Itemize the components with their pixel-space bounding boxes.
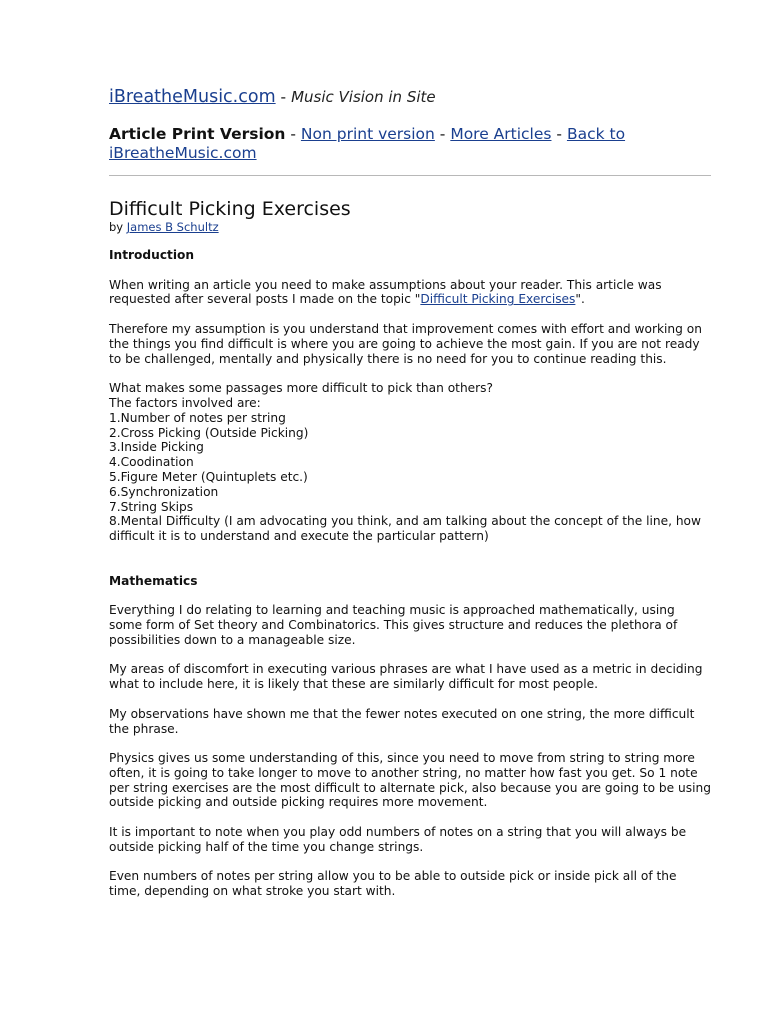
factor-item: 7.String Skips — [109, 499, 194, 514]
nav-separator: - — [285, 125, 301, 143]
print-version-label: Article Print Version — [109, 125, 286, 143]
article-title: Difficult Picking Exercises — [109, 198, 351, 220]
factor-item: 6.Synchronization — [109, 484, 219, 499]
factors-question: What makes some passages more difficult to pick than others? — [109, 381, 493, 396]
factors-block — [109, 381, 711, 544]
math-paragraph: Everything I do relating to learning and teaching music is approached mathematically, using some form of Set theory and Combinatorics. This gives structure and reduces the plethora of possibilities down to a manageable size. — [109, 603, 678, 647]
math-paragraph: It is important to note when you play odd numbers of notes on a string that you will always be outside picking half of the time you change strings. — [109, 825, 687, 854]
print-version-nav — [109, 125, 711, 163]
article-body — [109, 248, 711, 914]
factors-label: The factors involved are: — [109, 395, 261, 410]
intro-text-start: When writing an article you need to make assumptions about your reader. This article was requested after several posts I made on the topic " — [109, 277, 662, 307]
factors-list — [109, 411, 711, 544]
site-home-link[interactable]: iBreatheMusic.com — [109, 87, 276, 107]
back-to-site-link[interactable]: Back to iBreatheMusic.com — [109, 125, 626, 162]
intro-paragraph-2: Therefore my assumption is you understand that improvement comes with effort and working on the things you find difficult is where you are going to achieve the most gain. If you are not ready to be challenged, mentally and physically there is no need for you to continue reading this. — [109, 321, 702, 366]
math-paragraph: Physics gives us some understanding of this, since you need to move from string to string more often, it is going to take longer to move to another string, no matter how fast you get. So 1 note per string exercises are the most difficult to alternate pick, also because you are going to be using outside picking and outside picking requires more movement. — [109, 751, 711, 810]
mathematics-heading: Mathematics — [109, 573, 198, 588]
tagline-separator: - — [275, 88, 292, 106]
intro-text-end: ". — [575, 292, 585, 307]
non-print-version-link[interactable]: Non print version — [300, 125, 435, 143]
by-label: by — [109, 220, 124, 234]
site-header — [109, 87, 436, 107]
math-paragraph: Even numbers of notes per string allow you to be able to outside pick or inside pick all of the time, depending on what stroke you start with. — [109, 869, 677, 899]
topic-link[interactable]: Difficult Picking Exercises — [420, 292, 576, 307]
factor-item: 1.Number of notes per string — [109, 410, 286, 425]
introduction-heading: Introduction — [109, 248, 195, 262]
nav-separator: - — [434, 125, 451, 143]
factor-item: 4.Coodination — [109, 455, 194, 470]
more-articles-link[interactable]: More Articles — [450, 125, 552, 143]
nav-separator: - — [551, 125, 567, 143]
site-tagline: Music Vision in Site — [291, 88, 436, 106]
header-divider — [109, 175, 711, 176]
math-paragraph: My areas of discomfort in executing various phrases are what I have used as a metric in deciding what to include here, it is likely that these are similarly difficult for most people. — [109, 662, 703, 692]
factor-item: 8.Mental Difficulty (I am advocating you think, and am talking about the concept of the line, how difficult it is to understand and execute the particular pattern) — [109, 514, 701, 544]
author-link[interactable]: James B Schultz — [126, 220, 219, 234]
intro-paragraph-1 — [109, 278, 711, 308]
article-byline — [109, 220, 219, 234]
factor-item: 2.Cross Picking (Outside Picking) — [109, 425, 309, 440]
factor-item: 5.Figure Meter (Quintuplets etc.) — [109, 469, 308, 484]
factor-item: 3.Inside Picking — [109, 440, 204, 455]
math-paragraph: My observations have shown me that the fewer notes executed on one string, the more difficult the phrase. — [109, 706, 695, 736]
